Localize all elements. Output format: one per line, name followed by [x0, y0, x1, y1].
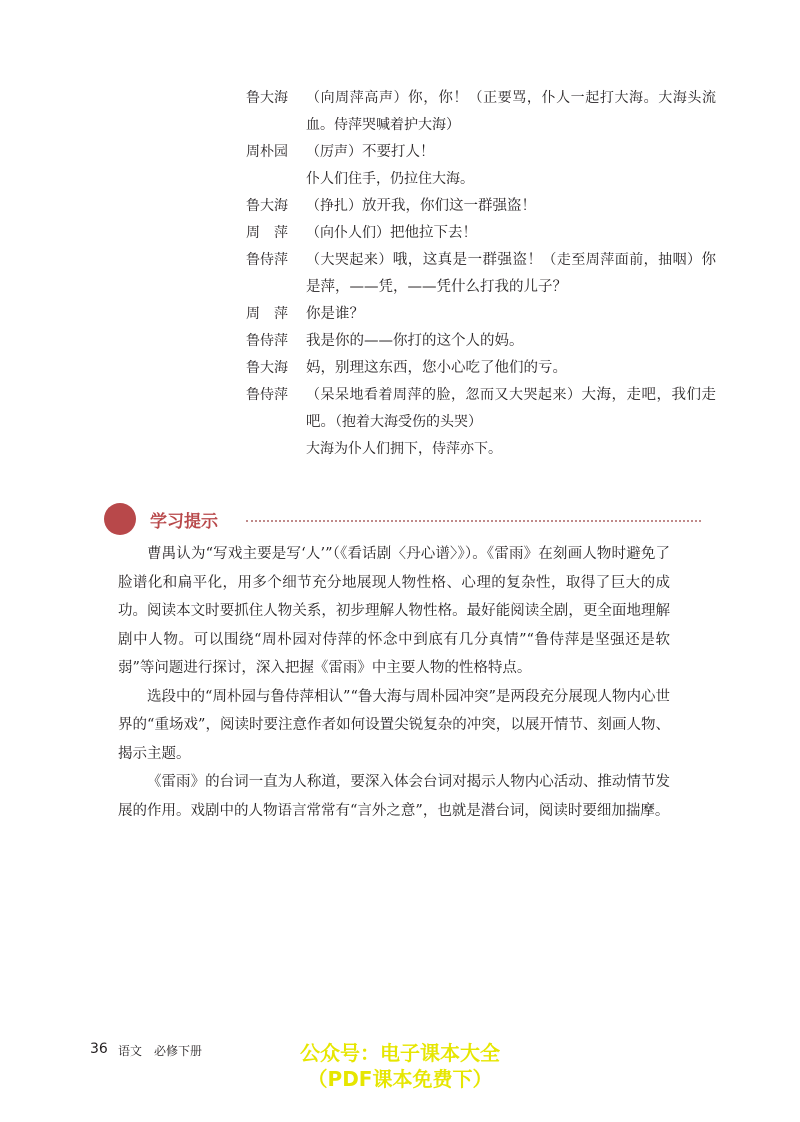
dialogue-line	[246, 220, 716, 247]
speaker-name: 鲁大海	[246, 90, 288, 106]
dotted-divider	[246, 520, 701, 522]
stage-direction: （厉声）	[306, 144, 362, 160]
speech-text	[306, 85, 716, 139]
speech-text	[306, 139, 716, 166]
speech-text	[306, 382, 716, 436]
dialogue-line	[246, 193, 716, 220]
speaker-name: 鲁侍萍	[246, 252, 288, 268]
line-text: 我是你的——你打的这个人的妈。	[306, 333, 524, 349]
dialogue-line	[246, 328, 716, 355]
book-title: 语文 必修下册	[118, 1044, 203, 1058]
speaker-name: 周朴园	[246, 144, 288, 160]
stage-direction: （呆呆地看着周萍的脸，忽而又大哭起来）	[306, 387, 582, 403]
stage-action: 大海为仆人们拥下，侍萍亦下。	[306, 441, 502, 457]
speech-text	[306, 247, 716, 301]
stage-direction: （走至周萍面前，抽咽）	[542, 252, 702, 268]
study-tips	[118, 540, 670, 825]
speech-text	[306, 355, 716, 382]
tip-paragraph: 曹禺认为“写戏主要是写‘人’”（《看话剧〈丹心谱〉》）。《雷雨》在刻画人物时避免了脸谱化和扁平化，用多个细节充分地展现人物性格、心理的复杂性，取得了巨大的成功。阅读本文时要抓住人物关系，初步理解人物性格。最好能阅读全剧，更全面地理解剧中人物。可以围绕“周朴园对侍萍的怀念中到底有几分真情”“鲁侍萍是坚强还是软弱”等问题进行探讨，深入把握《雷雨》中主要人物的性格特点。	[118, 546, 670, 676]
dialogue-line	[246, 301, 716, 328]
stage-direction: （挣扎）	[306, 198, 362, 214]
speech-text	[306, 193, 716, 220]
line-text: 哦，这真是一群强盗！	[392, 252, 543, 268]
stage-direction: （正要骂，仆人一起打大海。大海头流血。侍萍哭喊着护大海）	[306, 90, 717, 133]
line-text: 不要打人！	[362, 144, 435, 160]
line-text: 你是萍，——凭，——凭什么打我的儿子？	[306, 252, 717, 295]
speaker-name: 鲁侍萍	[246, 387, 288, 403]
page-number: 36	[90, 1041, 108, 1057]
speaker-name: 周 萍	[246, 225, 288, 241]
line-text: 妈，别理这东西，您小心吃了他们的亏。	[306, 360, 567, 376]
line-text: 放开我，你们这一群强盗！	[362, 198, 536, 214]
dialogue-line	[246, 355, 716, 382]
speaker-name: 鲁大海	[246, 198, 288, 214]
watermark-line: （PDF课本免费下）	[307, 1067, 493, 1091]
watermark	[260, 1040, 540, 1092]
stage-direction: （向仆人们）	[306, 225, 390, 241]
section-header	[104, 503, 704, 537]
stage-action: 仆人们住手，仍拉住大海。	[306, 171, 474, 187]
stage-direction: （向周萍高声）	[306, 90, 409, 106]
tip-paragraph: 《雷雨》的台词一直为人称道，要深入体会台词对揭示人物内心活动、推动情节发展的作用。戏剧中的人物语言常常有“言外之意”，也就是潜台词，阅读时要细加揣摩。	[118, 774, 670, 819]
speaker-name: 周 萍	[246, 306, 288, 322]
line-text: 你，你！	[408, 90, 469, 106]
section-title: 学习提示	[150, 512, 218, 532]
speech-text	[306, 220, 716, 247]
speech-text	[306, 328, 716, 355]
line-text: 把他拉下去！	[390, 225, 477, 241]
line-text: 你是谁？	[306, 306, 364, 322]
dialogue-line	[246, 382, 716, 436]
speaker-name: 鲁侍萍	[246, 333, 288, 349]
speech-text	[306, 301, 716, 328]
dialogue-block	[246, 85, 716, 463]
dialogue-line	[246, 247, 716, 301]
circle-marker-icon	[104, 503, 136, 535]
tip-paragraph: 选段中的“周朴园与鲁侍萍相认”“鲁大海与周朴园冲突”是两段充分展现人物内心世界的“重场戏”，阅读时要注意作者如何设置尖锐复杂的冲突，以展开情节、刻画人物、揭示主题。	[118, 688, 670, 762]
stage-direction: （大哭起来）	[306, 252, 393, 268]
line-text: 大海，走吧，我们走吧。	[306, 387, 716, 430]
dialogue-line	[246, 85, 716, 139]
speaker-name: 鲁大海	[246, 360, 288, 376]
watermark-line: 公众号：电子课本大全	[300, 1041, 500, 1065]
stage-direction: （抱着大海受伤的头哭）	[335, 414, 482, 430]
dialogue-line	[246, 139, 716, 166]
